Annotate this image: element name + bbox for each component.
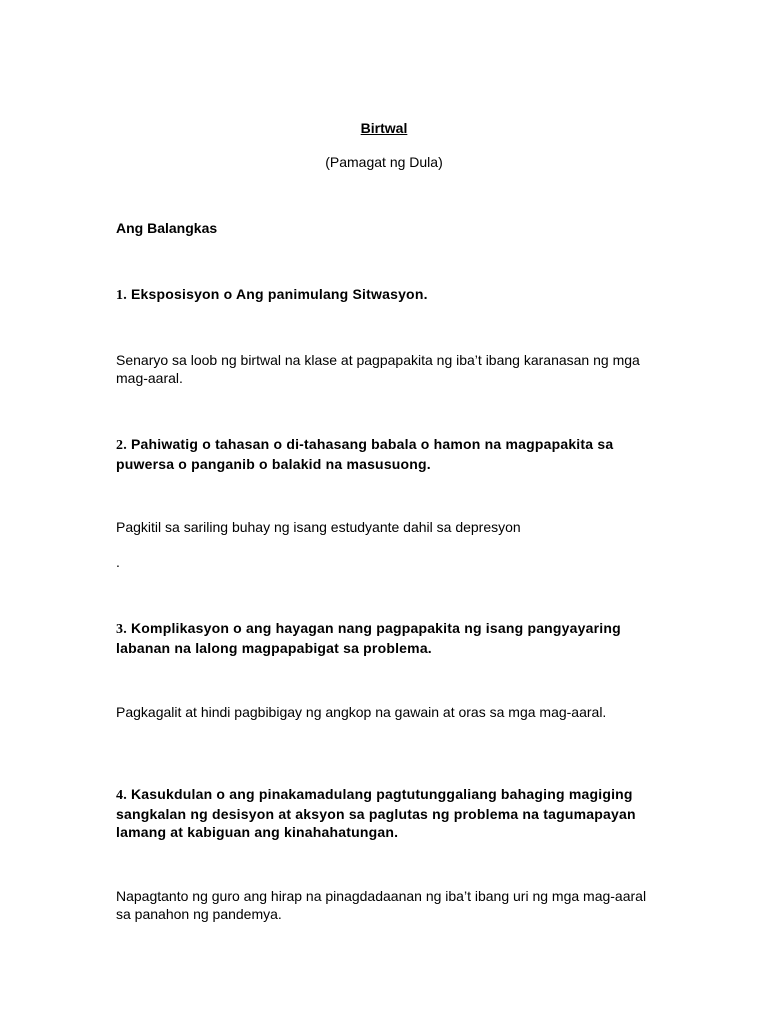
document-title: Birtwal xyxy=(360,120,408,136)
section-4-body: Napagtanto ng guro ang hirap na pinagdadaanan ng iba’t ibang uri ng mga mag-aaral sa panahon ng pandemya. xyxy=(116,888,647,922)
document-subtitle: (Pamagat ng Dula) xyxy=(325,154,443,170)
section-1-heading-text: Eksposisyon o Ang panimulang Sitwasyon. xyxy=(126,286,428,302)
section-4-number: 4. xyxy=(116,788,127,803)
section-4-heading-text: Kasukdulan o ang pinakamadulang pagtutunggaliang bahaging magiging sangkalan ng desisyon at aksyon sa paglutas ng problema na tagumapayan lamang at kabiguan ang kinahahatungan. xyxy=(116,786,636,840)
section-1-body: Senaryo sa loob ng birtwal na klase at pagpapakita ng iba’t ibang karanasan ng mga mag-aaral. xyxy=(116,352,640,386)
section-3-heading xyxy=(116,619,661,657)
section-2-body: Pagkitil sa sariling buhay ng isang estudyante dahil sa depresyon xyxy=(116,519,521,535)
stray-period: . xyxy=(116,554,120,570)
section-3-body: Pagkagalit at hindi pagbibigay ng angkop na gawain at oras sa mga mag-aaral. xyxy=(116,704,607,720)
section-1-number: 1. xyxy=(116,288,127,303)
section-2-number: 2. xyxy=(116,438,127,453)
section-1-heading xyxy=(116,285,661,305)
section-4-heading xyxy=(116,785,661,841)
section-2-heading-text: Pahiwatig o tahasan o di-tahasang babala o hamon na magpapakita sa puwersa o panganib o balakid na masusuong. xyxy=(116,436,614,472)
outline-heading: Ang Balangkas xyxy=(116,220,218,236)
section-3-number: 3. xyxy=(116,622,127,637)
section-3-heading-text: Komplikasyon o ang hayagan nang pagpapakita ng isang pangyayaring labanan na lalong magpapabigat sa problema. xyxy=(116,620,621,656)
section-2-heading xyxy=(116,435,661,473)
